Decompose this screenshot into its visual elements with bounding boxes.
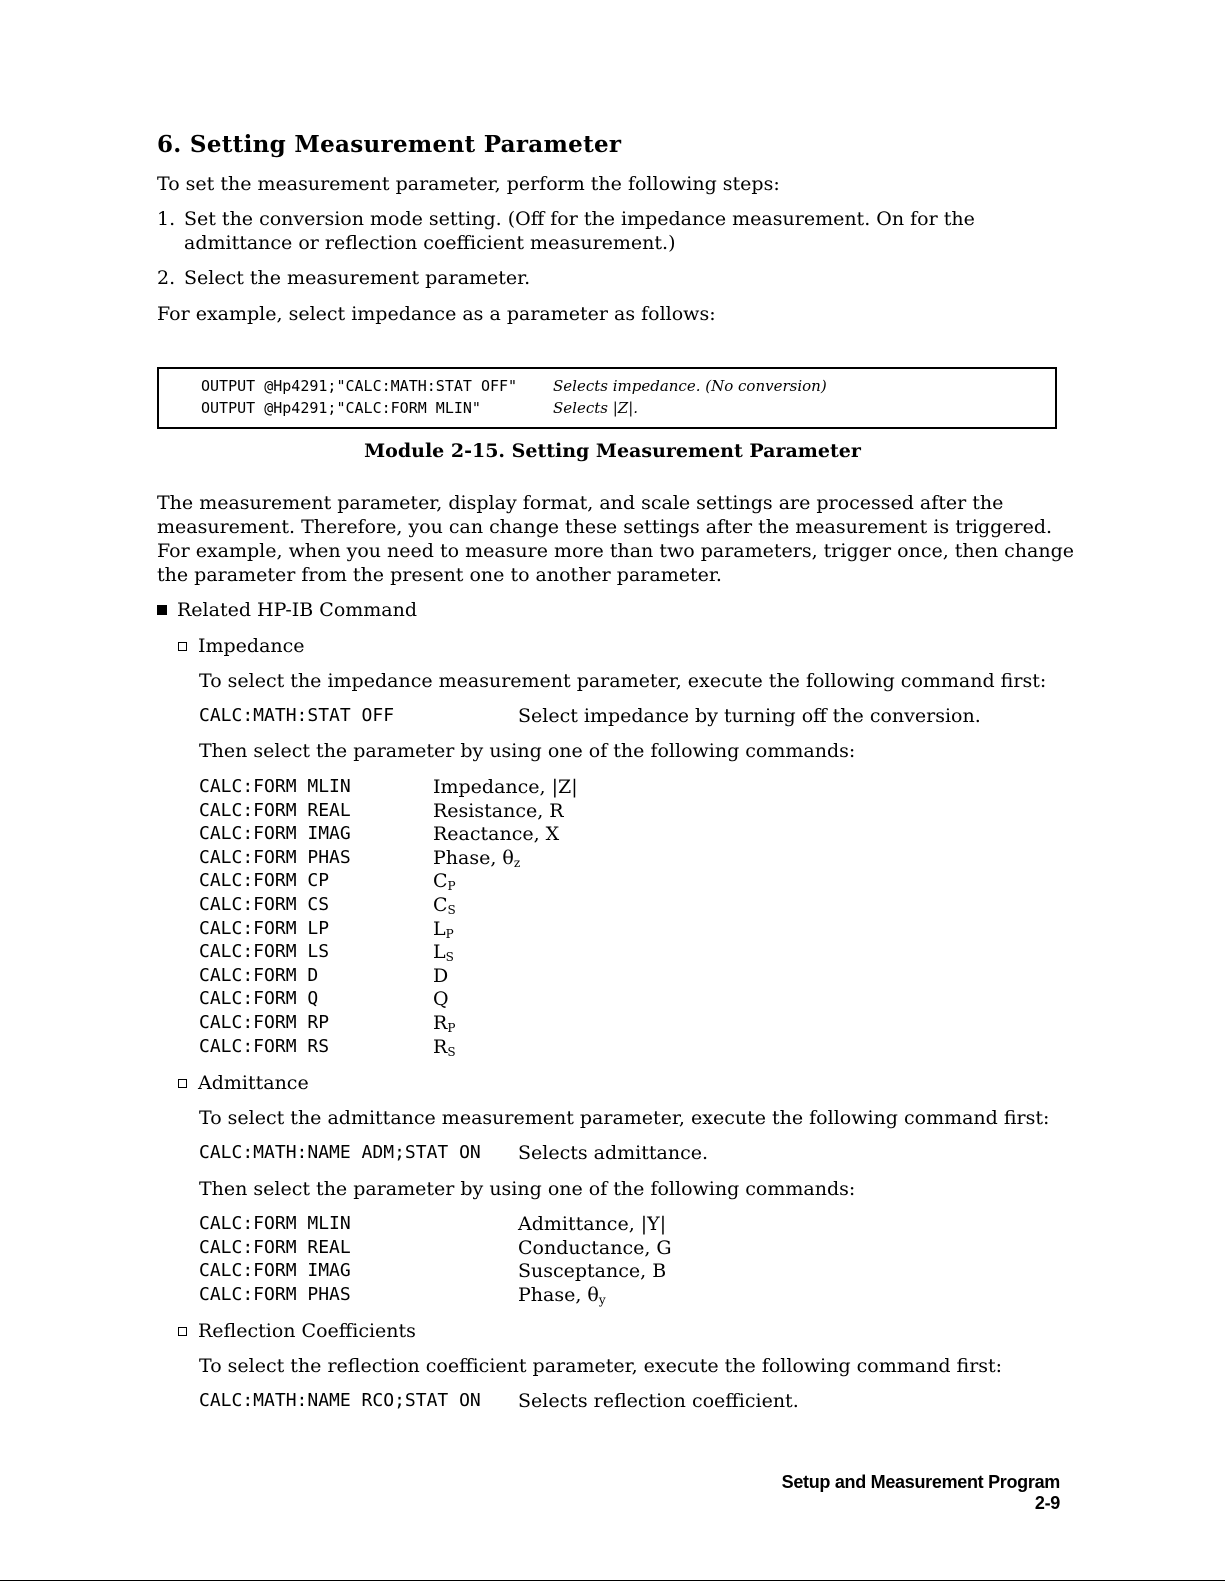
impedance-command-desc-text: D bbox=[433, 964, 449, 987]
related-heading bbox=[157, 598, 417, 622]
admittance-heading bbox=[178, 1071, 309, 1095]
filled-square-bullet-icon bbox=[157, 605, 167, 615]
impedance-command: CALC:FORM RP bbox=[199, 1012, 330, 1033]
impedance-command-desc-text: C bbox=[433, 894, 448, 916]
impedance-command: CALC:FORM IMAG bbox=[199, 823, 351, 845]
body-paragraph-line-4: the parameter from the present one to another parameter. bbox=[157, 564, 722, 586]
admittance-command-desc-subscript: y bbox=[598, 1292, 606, 1307]
impedance-command: CALC:FORM D bbox=[199, 964, 319, 986]
admittance-first-command: CALC:MATH:NAME ADM;STAT ON bbox=[199, 1142, 481, 1163]
impedance-command: CALC:FORM LP bbox=[199, 917, 330, 939]
impedance-command-desc-text: Impedance, |Z| bbox=[433, 776, 578, 798]
admittance-heading-label: Admittance bbox=[198, 1072, 309, 1094]
footer-page-number: 2-9 bbox=[1034, 1493, 1060, 1513]
impedance-command-desc bbox=[433, 987, 449, 1011]
impedance-command-desc bbox=[433, 799, 564, 823]
impedance-command: CALC:FORM LS bbox=[199, 941, 330, 963]
impedance-command-desc-subscript: P bbox=[447, 1021, 456, 1035]
impedance-command-desc-text: C bbox=[433, 870, 448, 893]
admittance-command-desc bbox=[518, 1259, 666, 1283]
reflection-heading bbox=[178, 1319, 416, 1343]
intro-text: To set the measurement parameter, perform the following steps: bbox=[157, 173, 780, 195]
admittance-command: CALC:FORM MLIN bbox=[199, 1213, 351, 1234]
admittance-command: CALC:FORM IMAG bbox=[199, 1260, 351, 1282]
impedance-command-desc-text: R bbox=[433, 1035, 448, 1058]
step-2-line-1: Select the measurement parameter. bbox=[184, 267, 531, 289]
impedance-command: CALC:FORM RS bbox=[199, 1035, 330, 1057]
code-line-1: OUTPUT @Hp4291;"CALC:MATH:STAT OFF" bbox=[201, 377, 518, 395]
impedance-command-desc-subscript: P bbox=[445, 926, 454, 941]
step-1-line-1: Set the conversion mode setting. (Off for the impedance measurement. On for the bbox=[184, 208, 975, 230]
impedance-command-desc-text: Resistance, R bbox=[433, 799, 564, 822]
impedance-command-desc-text: Reactance, X bbox=[433, 823, 560, 846]
impedance-first-command: CALC:MATH:STAT OFF bbox=[199, 705, 395, 726]
impedance-command-desc-text: L bbox=[433, 917, 446, 940]
code-comment-1: Selects impedance. (No conversion) bbox=[553, 377, 827, 395]
impedance-command-desc-text: Phase, θ bbox=[433, 846, 514, 869]
admittance-command-row bbox=[199, 1259, 1059, 1283]
page-footer bbox=[760, 1472, 1060, 1514]
step-1-line-2: admittance or reflection coefficient measurement.) bbox=[184, 232, 676, 254]
impedance-command-desc-subscript: S bbox=[445, 950, 454, 965]
admittance-first-command-desc: Selects admittance. bbox=[518, 1142, 708, 1164]
impedance-command: CALC:FORM PHAS bbox=[199, 846, 351, 868]
impedance-command: CALC:FORM CS bbox=[199, 894, 330, 915]
impedance-command-desc-text: L bbox=[433, 941, 446, 964]
impedance-command-row bbox=[199, 940, 1059, 964]
example-intro: For example, select impedance as a parameter as follows: bbox=[157, 303, 716, 325]
section-title: 6. Setting Measurement Parameter bbox=[157, 131, 622, 158]
admittance-command-desc bbox=[518, 1283, 606, 1312]
admittance-command-row bbox=[199, 1283, 1059, 1307]
admittance-command: CALC:FORM REAL bbox=[199, 1236, 351, 1258]
reflection-first-command: CALC:MATH:NAME RCO;STAT ON bbox=[199, 1390, 481, 1411]
reflection-first-command-row bbox=[199, 1389, 1059, 1413]
impedance-first-command-desc: Select impedance by turning off the conversion. bbox=[518, 705, 981, 727]
impedance-command-row bbox=[199, 775, 1059, 799]
impedance-command-row bbox=[199, 964, 1059, 988]
reflection-heading-label: Reflection Coefficients bbox=[198, 1320, 416, 1342]
admittance-command-row bbox=[199, 1236, 1059, 1260]
impedance-command-desc-text: Q bbox=[433, 988, 449, 1011]
impedance-command-desc bbox=[433, 1035, 456, 1064]
reflection-first-command-desc: Selects reflection coefficient. bbox=[518, 1390, 799, 1412]
impedance-command-desc bbox=[433, 822, 559, 846]
module-caption: Module 2-15. Setting Measurement Parameter bbox=[364, 440, 861, 462]
impedance-command: CALC:FORM CP bbox=[199, 870, 330, 892]
impedance-command-desc-subscript: S bbox=[447, 1044, 456, 1059]
related-heading-label: Related HP-IB Command bbox=[177, 599, 418, 621]
impedance-command: CALC:FORM Q bbox=[199, 988, 319, 1010]
hollow-square-bullet-icon bbox=[178, 1327, 187, 1336]
impedance-command-desc bbox=[433, 775, 578, 799]
impedance-command-row bbox=[199, 1035, 1059, 1059]
impedance-command: CALC:FORM REAL bbox=[199, 799, 351, 821]
hollow-square-bullet-icon bbox=[178, 642, 187, 651]
impedance-first-command-row bbox=[199, 704, 1059, 728]
admittance-command-desc bbox=[518, 1236, 672, 1260]
admittance-first-command-row bbox=[199, 1141, 1059, 1165]
impedance-heading-label: Impedance bbox=[198, 635, 305, 657]
impedance-command-desc bbox=[433, 964, 448, 988]
admittance-command-row bbox=[199, 1212, 1059, 1236]
impedance-command-row bbox=[199, 1011, 1059, 1035]
impedance-then: Then select the parameter by using one of the following commands: bbox=[199, 740, 856, 762]
impedance-intro: To select the impedance measurement parameter, execute the following command first: bbox=[199, 670, 1047, 692]
impedance-command-row bbox=[199, 846, 1059, 870]
impedance-command-desc-subscript: z bbox=[513, 855, 521, 870]
admittance-command-desc-text: Susceptance, B bbox=[518, 1260, 667, 1283]
admittance-command-desc bbox=[518, 1212, 666, 1236]
step-1-number: 1. bbox=[157, 208, 176, 230]
admittance-command-desc-text: Admittance, |Y| bbox=[518, 1213, 667, 1235]
hollow-square-bullet-icon bbox=[178, 1079, 187, 1088]
impedance-command-row bbox=[199, 917, 1059, 941]
impedance-command: CALC:FORM MLIN bbox=[199, 776, 351, 797]
impedance-command-row bbox=[199, 893, 1059, 917]
impedance-command-row bbox=[199, 869, 1059, 893]
admittance-command: CALC:FORM PHAS bbox=[199, 1283, 351, 1305]
bottom-rule bbox=[0, 1580, 1225, 1581]
impedance-command-row bbox=[199, 799, 1059, 823]
step-2-number: 2. bbox=[157, 267, 176, 289]
impedance-command-row bbox=[199, 987, 1059, 1011]
code-comment-2: Selects |Z|. bbox=[553, 399, 639, 417]
admittance-intro: To select the admittance measurement parameter, execute the following command first: bbox=[199, 1107, 1050, 1129]
impedance-command-desc-subscript: S bbox=[447, 903, 456, 917]
body-paragraph-line-1: The measurement parameter, display format, and scale settings are processed after the bbox=[157, 492, 1004, 514]
impedance-command-desc-subscript: P bbox=[447, 879, 456, 894]
code-example-box bbox=[157, 367, 1057, 429]
impedance-command-row bbox=[199, 822, 1059, 846]
admittance-command-desc-text: Phase, θ bbox=[518, 1283, 599, 1306]
reflection-intro: To select the reflection coefficient parameter, execute the following command first: bbox=[199, 1355, 1003, 1377]
footer-section-title: Setup and Measurement Program bbox=[781, 1472, 1060, 1492]
body-paragraph-line-3: For example, when you need to measure more than two parameters, trigger once, then change bbox=[157, 540, 1075, 562]
impedance-heading bbox=[178, 634, 305, 658]
code-line-2: OUTPUT @Hp4291;"CALC:FORM MLIN" bbox=[201, 399, 481, 417]
body-paragraph-line-2: measurement. Therefore, you can change these settings after the measurement is triggered. bbox=[157, 516, 1053, 538]
admittance-then: Then select the parameter by using one of the following commands: bbox=[199, 1178, 856, 1200]
admittance-command-desc-text: Conductance, G bbox=[518, 1236, 672, 1259]
impedance-command-desc-text: R bbox=[433, 1012, 448, 1034]
